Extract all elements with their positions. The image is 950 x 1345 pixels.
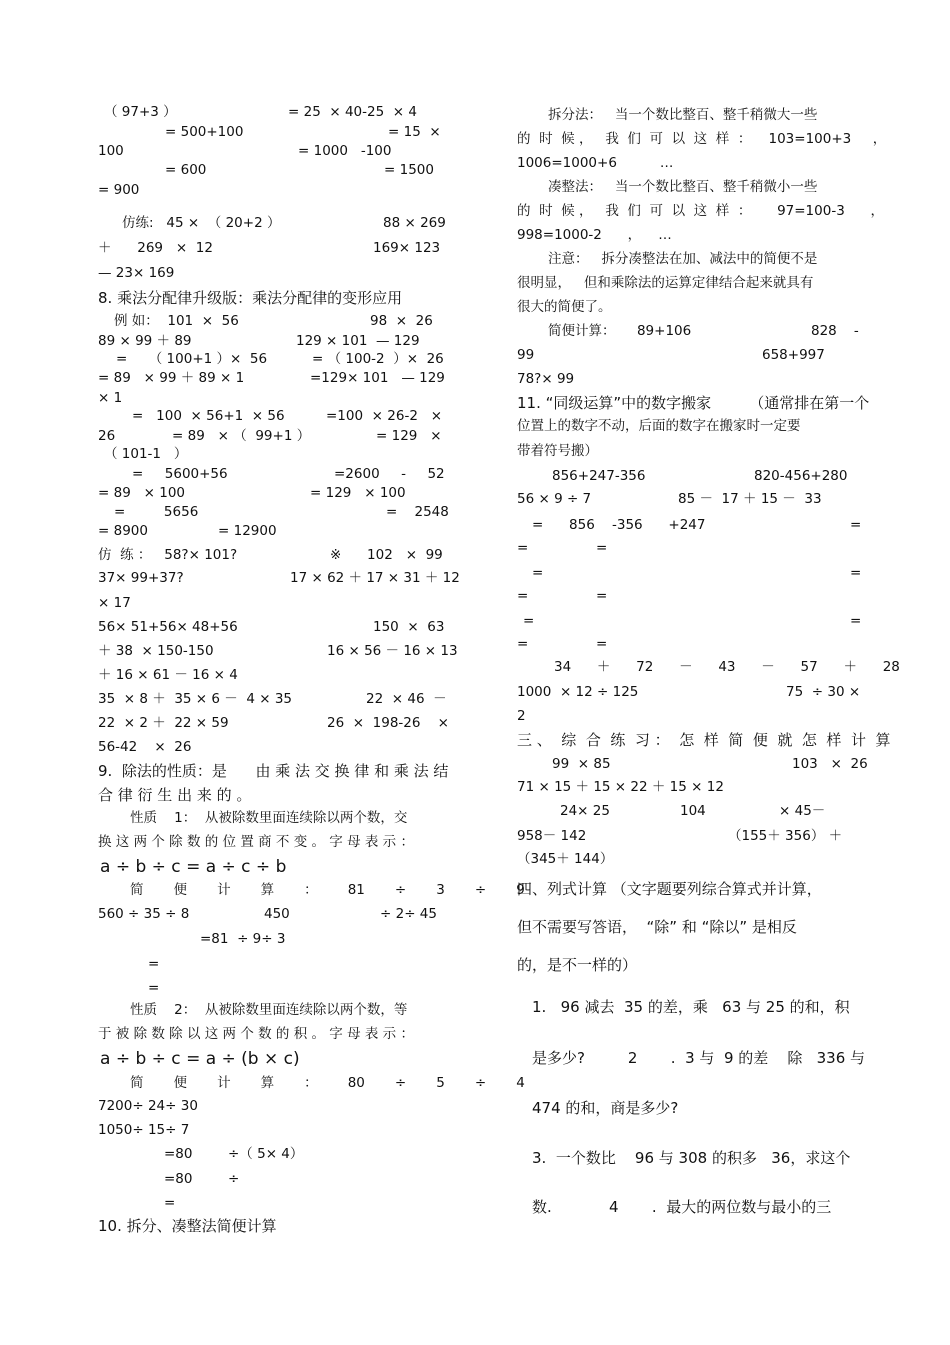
text-line-124: 四、列式计算 （文字题要列综合算式并计算， (517, 880, 822, 898)
text-line-5: = 1000 -100 (298, 143, 392, 159)
text-line-29: （ 101-1 ） (104, 446, 188, 462)
text-line-115: 99 × 85 (552, 756, 611, 772)
text-line-54: 合 律 衍 生 出 来 的 。 (98, 786, 252, 804)
text-line-105: = (596, 588, 608, 604)
text-line-113: 2 (517, 708, 526, 724)
text-line-94: 856+247-356 (552, 468, 646, 484)
text-line-127: 1. 96 减去 35 的差，乘 63 与 25 的和，积 (532, 998, 850, 1016)
text-line-104: = (517, 588, 529, 604)
text-line-109: = (596, 636, 608, 652)
text-line-18: 129 × 101 — 129 (296, 333, 420, 349)
text-line-10: 88 × 269 (383, 215, 446, 231)
text-line-50: 22 × 2 ＋ 22 × 59 (98, 715, 229, 731)
text-line-15: 例 如： 101 × 56 (114, 313, 239, 329)
text-line-59: 560 ÷ 35 ÷ 8 (98, 906, 190, 922)
text-line-73: =80 (164, 1171, 193, 1187)
text-line-101: = (596, 540, 608, 556)
text-line-65: 性质 2： 从被除数里面连续除以两个数，等 (130, 1002, 408, 1018)
text-line-14: 8. 乘法分配律升级版：乘法分配律的变形应用 (98, 289, 403, 307)
text-line-118: 24× 25 (560, 803, 610, 819)
text-line-89: 658+997 (762, 347, 825, 363)
text-line-23: × 1 (98, 390, 123, 406)
text-line-92: 位置上的数字不动，后面的数字在搬家时一定要 (517, 418, 801, 434)
text-line-122: （155＋ 356） ＋ (728, 828, 843, 844)
text-line-67: a ÷ b ÷ c = a ÷ (b × c) (100, 1049, 300, 1069)
text-line-25: =100 × 26-2 × (326, 408, 443, 424)
text-line-128: 是多少? 2 . 3 与 9 的差 除 336 与 (532, 1049, 866, 1067)
text-line-66: 于 被 除 数 除 以 这 两 个 数 的 积 。 字 母 表 示 ： (98, 1026, 414, 1042)
text-line-6: = 600 (165, 162, 207, 178)
text-line-33: = 129 × 100 (310, 485, 406, 501)
text-line-78: 的 时 候 ， 我 们 可 以 这 样 ： 103=100+3 ， (517, 131, 887, 147)
text-line-20: = （ 100-2 ）× 26 (312, 351, 444, 367)
text-line-35: = 2548 (386, 504, 449, 520)
text-line-1: = 25 × 40-25 × 4 (288, 104, 417, 120)
text-line-95: 820-456+280 (754, 468, 848, 484)
text-line-37: = 12900 (218, 523, 277, 539)
text-line-17: 89 × 99 ＋ 89 (98, 333, 192, 349)
text-line-111: 1000 × 12 ÷ 125 (517, 684, 639, 700)
text-line-0: （ 97+3 ） (104, 104, 177, 120)
text-line-114: 三 、 综 合 练 习 ： 怎 样 简 便 就 怎 样 计 算 (517, 731, 891, 749)
text-line-79: 1006=1000+6 … (517, 155, 674, 171)
text-line-96: 56 × 9 ÷ 7 (517, 491, 592, 507)
text-line-88: 99 (517, 347, 535, 363)
text-line-76: 10. 拆分、凑整法简便计算 (98, 1217, 277, 1235)
text-line-60: 450 (264, 906, 290, 922)
text-line-28: = 129 × (376, 428, 442, 444)
text-line-7: = 1500 (384, 162, 434, 178)
text-line-16: 98 × 26 (370, 313, 433, 329)
text-line-55: 性质 1： 从被除数里面连续除以两个数，交 (130, 810, 408, 826)
text-line-61: ÷ 2÷ 45 (380, 906, 437, 922)
text-line-80: 凑整法： 当一个数比整百、整千稍微小一些 (548, 179, 818, 195)
text-line-102: = (532, 565, 544, 581)
text-line-24: = 100 × 56+1 × 56 (132, 408, 285, 424)
text-line-49: 22 × 46 － (366, 691, 447, 707)
text-line-117: 71 × 15 ＋ 15 × 22 ＋ 15 × 12 (517, 779, 724, 795)
text-line-70: 1050÷ 15÷ 7 (98, 1122, 190, 1138)
text-line-74: ÷ (228, 1171, 240, 1187)
text-line-57: a ÷ b ÷ c = a ÷ c ÷ b (100, 857, 287, 877)
text-line-125: 但不需要写答语， “除” 和 “除以” 是相反 (517, 918, 797, 936)
text-line-85: 很大的简便了。 (517, 299, 612, 315)
text-line-87: 828 - (811, 323, 859, 339)
text-line-77: 拆分法： 当一个数比整百、整千稍微大一些 (548, 107, 818, 123)
text-line-93: 带着符号搬） (517, 443, 598, 459)
text-line-64: = (148, 980, 160, 996)
text-line-36: = 8900 (98, 523, 148, 539)
text-line-40: 37× 99+37? (98, 570, 184, 586)
text-line-8: = 900 (98, 182, 140, 198)
text-line-51: 26 × 198-26 × (327, 715, 449, 731)
text-line-68: 简 便 计 算 ： 80 ÷ 5 ÷ 4 (130, 1075, 525, 1091)
text-line-53: 9. 除法的性质：是 由 乘 法 交 换 律 和 乘 法 结 (98, 762, 449, 780)
text-line-38: 仿 练 ： 58?× 101? (98, 547, 238, 563)
text-line-52: 56-42 × 26 (98, 739, 192, 755)
text-line-56: 换 这 两 个 除 数 的 位 置 商 不 变 。 字 母 表 示 ： (98, 834, 414, 850)
text-line-42: × 17 (98, 595, 131, 611)
text-line-31: =2600 - 52 (334, 466, 445, 482)
text-line-21: = 89 × 99 ＋ 89 × 1 (98, 370, 245, 386)
text-line-71: =80 (164, 1146, 193, 1162)
text-line-84: 很明显， 但和乘除法的运算定律结合起来就具有 (517, 275, 814, 291)
text-line-27: = 89 × （ 99+1 ） (172, 428, 311, 444)
text-line-63: = (148, 956, 160, 972)
text-line-86: 简便计算： 89+106 (548, 323, 692, 339)
text-line-119: 104 (680, 803, 706, 819)
text-line-47: ＋ 16 × 61 － 16 × 4 (98, 667, 238, 683)
text-line-34: = 5656 (114, 504, 199, 520)
text-line-12: 169× 123 (373, 240, 441, 256)
text-line-22: =129× 101 — 129 (310, 370, 445, 386)
text-line-130: 3. 一个数比 96 与 308 的积多 36，求这个 (532, 1149, 851, 1167)
text-line-19: = （ 100+1 ）× 56 (116, 351, 268, 367)
text-line-41: 17 × 62 ＋ 17 × 31 ＋ 12 (290, 570, 460, 586)
text-line-69: 7200÷ 24÷ 30 (98, 1098, 198, 1114)
text-line-62: =81 ÷ 9÷ 3 (200, 931, 286, 947)
text-line-103: = (850, 565, 862, 581)
text-line-46: 16 × 56 － 16 × 13 (327, 643, 458, 659)
text-line-39: ※ 102 × 99 (330, 547, 443, 563)
text-line-2: = 500+100 (165, 124, 244, 140)
text-line-11: ＋ 269 × 12 (98, 240, 213, 256)
text-line-97: 85 － 17 ＋ 15 － 33 (678, 491, 822, 507)
text-line-26: 26 (98, 428, 116, 444)
text-line-129: 474 的和，商是多少? (532, 1099, 679, 1117)
text-line-82: 998=1000-2 ， … (517, 227, 672, 243)
text-line-123: （345＋ 144） (517, 851, 614, 867)
text-line-100: = (517, 540, 529, 556)
text-line-90: 78?× 99 (517, 371, 575, 387)
text-line-110: 34 ＋ 72 － 43 － 57 ＋ 28 (554, 659, 900, 675)
text-line-120: × 45－ (779, 803, 826, 819)
text-line-91: 11. “同级运算”中的数字搬家 （通常排在第一个 (517, 394, 870, 412)
text-line-83: 注意： 拆分凑整法在加、减法中的简便不是 (548, 251, 818, 267)
text-line-48: 35 × 8 ＋ 35 × 6 － 4 × 35 (98, 691, 293, 707)
text-line-126: 的，是不一样的） (517, 956, 638, 974)
text-line-3: = 15 × (388, 124, 441, 140)
text-line-112: 75 ÷ 30 × (786, 684, 861, 700)
text-line-116: 103 × 26 (792, 756, 868, 772)
text-line-13: — 23× 169 (98, 265, 175, 281)
text-line-32: = 89 × 100 (98, 485, 186, 501)
text-line-81: 的 时 候 ， 我 们 可 以 这 样 ： 97=100-3 ， (517, 203, 885, 219)
text-line-121: 958－ 142 (517, 828, 587, 844)
text-line-72: ÷（ 5× 4） (228, 1146, 304, 1162)
text-line-107: = (850, 613, 862, 629)
text-line-30: = 5600+56 (132, 466, 228, 482)
text-line-106: = (523, 613, 535, 629)
text-line-99: = (850, 517, 862, 533)
text-line-131: 数. 4 . 最大的两位数与最小的三 (532, 1198, 832, 1216)
text-line-58: 简 便 计 算 ： 81 ÷ 3 ÷ 9 (130, 882, 525, 898)
text-line-9: 仿练: 45 × （ 20+2 ） (122, 215, 281, 231)
text-line-45: ＋ 38 × 150-150 (98, 643, 214, 659)
text-line-75: = (164, 1195, 176, 1211)
text-line-44: 150 × 63 (373, 619, 445, 635)
text-line-108: = (517, 636, 529, 652)
text-line-43: 56× 51+56× 48+56 (98, 619, 238, 635)
text-line-4: 100 (98, 143, 124, 159)
text-line-98: = 856 -356 +247 (532, 517, 706, 533)
